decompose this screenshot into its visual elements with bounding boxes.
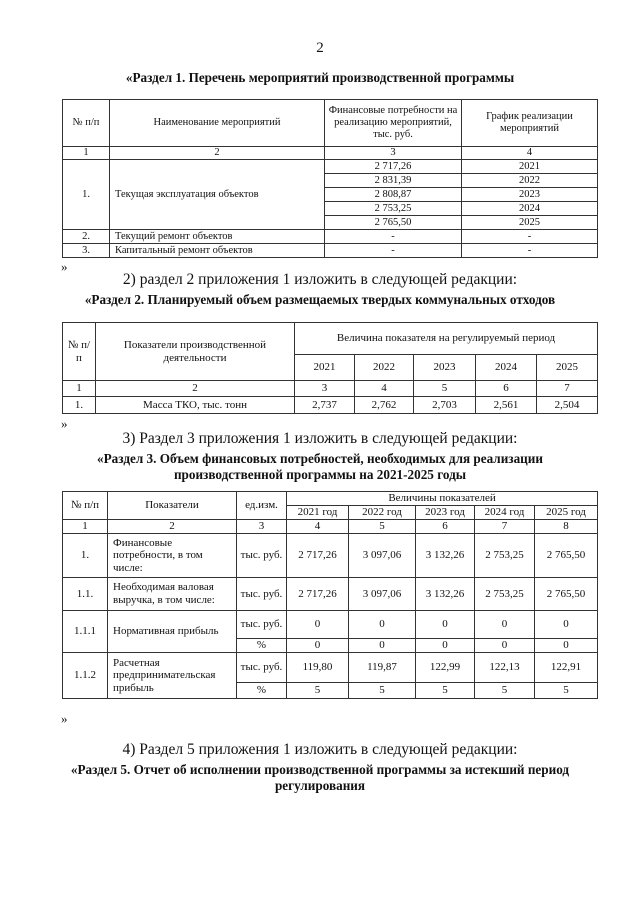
col-number: 4 — [462, 147, 598, 160]
row-name: Капитальный ремонт объектов — [110, 244, 325, 258]
page-number: 2 — [316, 40, 324, 56]
value-cell: 3 097,06 — [349, 534, 416, 578]
col-number: 5 — [349, 520, 416, 534]
col-number: 2 — [96, 381, 295, 397]
year-cell: 2025 — [462, 216, 598, 230]
table-row — [63, 611, 598, 639]
unit-cell: % — [237, 639, 287, 653]
year-cell: 2021 — [462, 160, 598, 174]
closing-quote: » — [61, 711, 68, 726]
header-num: № п/п — [63, 100, 110, 147]
paragraph-3: 3) Раздел 3 приложения 1 изложить в следующей редакции: — [122, 430, 518, 447]
row-num: 1.1.2 — [63, 653, 108, 699]
value-cell: 0 — [287, 611, 349, 639]
unit-cell: тыс. руб. — [237, 653, 287, 683]
cost-cell: 2 753,25 — [325, 202, 462, 216]
year-cell: 2024 — [462, 202, 598, 216]
value-cell: 0 — [535, 611, 598, 639]
year-cell: 2022 — [462, 174, 598, 188]
paragraph-2: 2) раздел 2 приложения 1 изложить в следующей редакции: — [122, 271, 518, 288]
value-cell: 5 — [416, 683, 475, 699]
value-cell: 5 — [535, 683, 598, 699]
section3-title-line1: «Раздел 3. Объем финансовых потребностей, необходимых для реализации — [97, 451, 543, 466]
value-cell: 3 097,06 — [349, 578, 416, 611]
row-num: 1.1. — [63, 578, 108, 611]
year-cell: 2023 — [462, 188, 598, 202]
col-number: 2 — [110, 147, 325, 160]
table-row — [63, 244, 598, 258]
value-cell: 2,762 — [355, 397, 414, 414]
table-row — [63, 653, 598, 683]
cost-cell: - — [325, 230, 462, 244]
table-number-row — [63, 520, 598, 534]
col-number: 7 — [537, 381, 598, 397]
value-cell: 0 — [349, 639, 416, 653]
row-name: Расчетная предпринимательская прибыль — [108, 653, 237, 699]
value-cell: 2 765,50 — [535, 534, 598, 578]
header-indicator: Показатели — [108, 492, 237, 520]
col-number: 6 — [416, 520, 475, 534]
table-header-row — [63, 323, 598, 355]
value-cell: 3 132,26 — [416, 578, 475, 611]
closing-quote: » — [61, 259, 68, 274]
cost-cell: - — [325, 244, 462, 258]
col-number: 7 — [475, 520, 535, 534]
value-cell: 3 132,26 — [416, 534, 475, 578]
unit-cell: тыс. руб. — [237, 611, 287, 639]
value-cell: 122,91 — [535, 653, 598, 683]
schedule-cell: - — [462, 230, 598, 244]
col-number: 3 — [325, 147, 462, 160]
year-header: 2024 год — [475, 506, 535, 520]
value-cell: 122,99 — [416, 653, 475, 683]
row-num: 3. — [63, 244, 110, 258]
row-num: 1.1.1 — [63, 611, 108, 653]
table-row — [63, 230, 598, 244]
section3-title-line2: производственной программы на 2021-2025 годы — [173, 467, 467, 482]
header-num: № п/п — [63, 323, 96, 381]
section1-table — [62, 99, 598, 258]
value-cell: 2,504 — [537, 397, 598, 414]
row-name: Текущая эксплуатация объектов — [110, 160, 325, 230]
header-schedule: График реализации мероприятий — [462, 100, 598, 147]
section2-table — [62, 322, 598, 414]
row-name: Нормативная прибыль — [108, 611, 237, 653]
value-cell: 122,13 — [475, 653, 535, 683]
value-cell: 0 — [416, 611, 475, 639]
value-cell: 0 — [535, 639, 598, 653]
header-costs: Финансовые потребности на реализацию мероприятий, тыс. руб. — [325, 100, 462, 147]
value-cell: 5 — [475, 683, 535, 699]
year-header: 2025 — [537, 355, 598, 381]
col-number: 6 — [476, 381, 537, 397]
col-number: 2 — [108, 520, 237, 534]
value-cell: 2,561 — [476, 397, 537, 414]
header-name: Наименование мероприятий — [110, 100, 325, 147]
value-cell: 2,737 — [295, 397, 355, 414]
table-number-row — [63, 147, 598, 160]
header-indicator: Показатели производственной деятельности — [96, 323, 295, 381]
value-cell: 2 753,25 — [475, 534, 535, 578]
value-cell: 2 765,50 — [535, 578, 598, 611]
row-num: 1. — [63, 160, 110, 230]
year-header: 2022 — [355, 355, 414, 381]
year-header: 2021 год — [287, 506, 349, 520]
row-name: Текущий ремонт объектов — [110, 230, 325, 244]
schedule-cell: - — [462, 244, 598, 258]
row-num: 1. — [63, 397, 96, 414]
col-number: 4 — [355, 381, 414, 397]
year-header: 2021 — [295, 355, 355, 381]
table-header-row — [63, 492, 598, 506]
row-name: Масса ТКО, тыс. тонн — [96, 397, 295, 414]
value-cell: 0 — [349, 611, 416, 639]
col-number: 1 — [63, 147, 110, 160]
header-values: Величины показателей — [287, 492, 598, 506]
value-cell: 2 717,26 — [287, 578, 349, 611]
row-num: 2. — [63, 230, 110, 244]
year-header: 2024 — [476, 355, 537, 381]
paragraph-4: 4) Раздел 5 приложения 1 изложить в следующей редакции: — [122, 741, 518, 758]
table-row — [63, 397, 598, 414]
unit-cell: тыс. руб. — [237, 578, 287, 611]
col-number: 1 — [63, 381, 96, 397]
unit-cell: тыс. руб. — [237, 534, 287, 578]
col-number: 1 — [63, 520, 108, 534]
year-header: 2022 год — [349, 506, 416, 520]
section2-title: «Раздел 2. Планируемый объем размещаемых твердых коммунальных отходов — [84, 292, 556, 307]
col-number: 4 — [287, 520, 349, 534]
value-cell: 119,80 — [287, 653, 349, 683]
value-cell: 119,87 — [349, 653, 416, 683]
header-num: № п/п — [63, 492, 108, 520]
year-header: 2025 год — [535, 506, 598, 520]
unit-cell: % — [237, 683, 287, 699]
header-period: Величина показателя на регулируемый период — [295, 323, 598, 355]
value-cell: 2,703 — [414, 397, 476, 414]
closing-quote: » — [61, 416, 68, 431]
value-cell: 2 753,25 — [475, 578, 535, 611]
section5-title-line2: регулирования — [274, 778, 366, 793]
col-number: 5 — [414, 381, 476, 397]
cost-cell: 2 831,39 — [325, 174, 462, 188]
value-cell: 5 — [349, 683, 416, 699]
cost-cell: 2 765,50 — [325, 216, 462, 230]
section3-table — [62, 491, 598, 699]
year-header: 2023 — [414, 355, 476, 381]
table-row — [63, 534, 598, 578]
table-number-row — [63, 381, 598, 397]
table-row — [63, 578, 598, 611]
cost-cell: 2 717,26 — [325, 160, 462, 174]
section1-title: «Раздел 1. Перечень мероприятий производственной программы — [125, 70, 515, 85]
value-cell: 0 — [416, 639, 475, 653]
value-cell: 0 — [287, 639, 349, 653]
col-number: 3 — [237, 520, 287, 534]
cost-cell: 2 808,87 — [325, 188, 462, 202]
col-number: 8 — [535, 520, 598, 534]
table-row — [63, 160, 598, 174]
table-header-row — [63, 100, 598, 147]
header-unit: ед.изм. — [237, 492, 287, 520]
year-header: 2023 год — [416, 506, 475, 520]
row-num: 1. — [63, 534, 108, 578]
section5-title-line1: «Раздел 5. Отчет об исполнении производственной программы за истекший период — [70, 762, 570, 777]
value-cell: 2 717,26 — [287, 534, 349, 578]
row-name: Финансовые потребности, в том числе: — [108, 534, 237, 578]
value-cell: 5 — [287, 683, 349, 699]
value-cell: 0 — [475, 639, 535, 653]
col-number: 3 — [295, 381, 355, 397]
value-cell: 0 — [475, 611, 535, 639]
row-name: Необходимая валовая выручка, в том числе: — [108, 578, 237, 611]
